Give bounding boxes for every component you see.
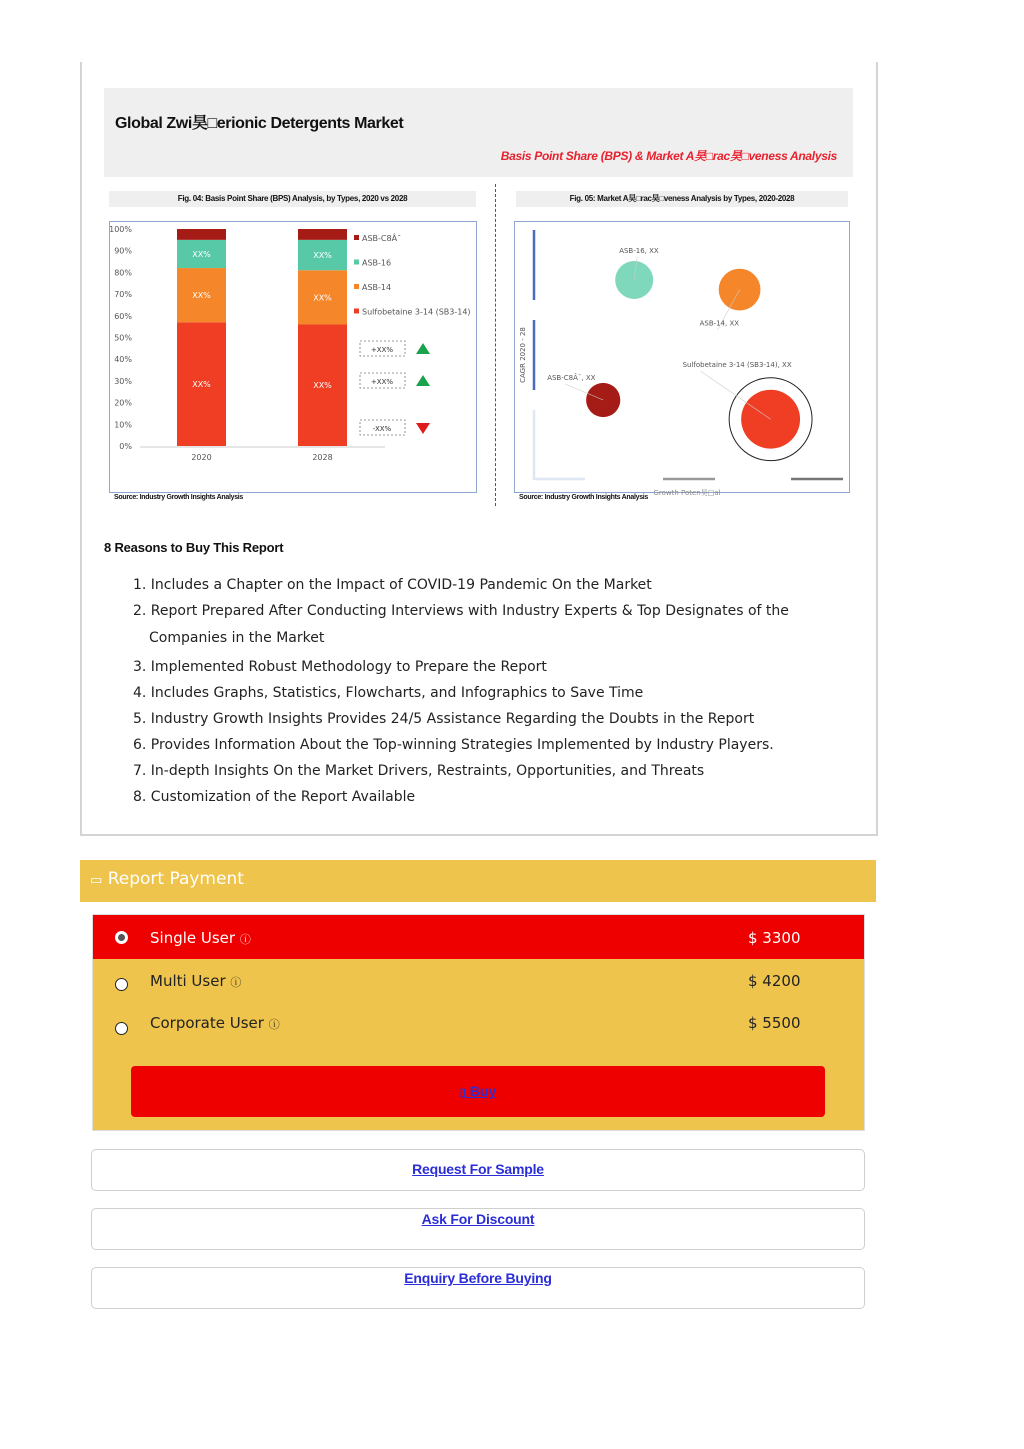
cart-icon: ▯ (459, 1087, 466, 1099)
option-label: Single User ⓘ (150, 929, 251, 947)
reason-item: 7. In-depth Insights On the Market Drivers, Restraints, Opportunities, and Threats (133, 763, 705, 779)
y-tick-label: 20% (114, 398, 132, 408)
bubble (741, 390, 800, 449)
payment-options (92, 914, 865, 1131)
y-axis-label: CAGR 2020 - 28 (519, 327, 527, 383)
legend-label: Sulfobetaine 3-14 (SB3-14) (362, 307, 471, 317)
legend-label: ASB-C8Â¯ (362, 234, 402, 243)
bubble-label: ASB-14, XX (699, 319, 740, 328)
legend-swatch (354, 309, 359, 314)
y-tick-label: 50% (114, 333, 132, 343)
change-label: +XX% (370, 378, 394, 386)
payment-header-label: Report Payment (102, 869, 244, 889)
bar-value-label: XX% (313, 251, 332, 261)
x-tick-label: 2028 (312, 453, 333, 462)
bar-value-label: XX% (313, 381, 332, 391)
y-tick-label: 80% (114, 268, 132, 278)
fig5-caption: Fig. 05: Market A昊□rac昊□veness Analysis by Types, 2020-2028 (516, 191, 848, 207)
change-label: -XX% (372, 425, 392, 433)
source-right: Source: Industry Growth Insights Analysis (519, 494, 649, 501)
legend-swatch (354, 284, 359, 289)
ask-discount-link[interactable]: Ask For Discount (421, 1211, 535, 1227)
y-tick-label: 0% (119, 442, 132, 451)
legend-label: ASB-16 (362, 258, 392, 268)
option-label: Corporate User ⓘ (150, 1014, 280, 1032)
reasons-list (133, 572, 833, 810)
y-tick-label: 30% (114, 376, 132, 386)
reason-item: 6. Provides Information About the Top-winning Strategies Implemented by Industry Players. (133, 737, 774, 753)
y-tick-label: 100% (110, 225, 132, 234)
legend-label: ASB-14 (362, 283, 392, 292)
y-tick-label: 90% (114, 246, 132, 256)
bar-value-label: XX% (192, 380, 211, 390)
up-arrow-icon (416, 375, 430, 386)
bar-value-label: XX% (192, 291, 211, 301)
report-subtitle: Basis Point Share (BPS) & Market A昊□rac昊□veness Analysis (500, 149, 837, 163)
bps-chart-svg (110, 222, 476, 492)
info-icon[interactable]: ⓘ (239, 933, 251, 946)
option-label: Multi User ⓘ (150, 972, 242, 990)
report-title: Global Zwi昊□erionic Detergents Market (115, 115, 404, 132)
buy-button[interactable] (131, 1066, 825, 1117)
legend-swatch (354, 235, 359, 240)
reason-item: 4. Includes Graphs, Statistics, Flowcharts, and Infographics to Save Time (133, 685, 644, 701)
y-tick-label: 70% (114, 290, 132, 300)
reason-item: 2. Report Prepared After Conducting Interviews with Industry Experts & Top Designates of the Companies in the Market (133, 603, 789, 646)
ask-discount-box (91, 1208, 865, 1250)
attractiveness-chart (514, 221, 850, 497)
bubble-label: ASB-16, XX (619, 247, 659, 255)
report-header (104, 88, 853, 177)
bar-value-label: XX% (192, 249, 211, 259)
y-tick-label: 10% (114, 420, 132, 430)
bar-segment (298, 229, 347, 240)
y-tick-label: 60% (114, 311, 132, 321)
bubble-label: Sulfobetaine 3-14 (SB3-14), XX (682, 361, 792, 370)
reason-item: 8. Customization of the Report Available (133, 789, 416, 805)
request-sample-box (91, 1149, 865, 1191)
bar-segment (177, 229, 226, 240)
bps-chart (109, 221, 477, 493)
radio-single-user[interactable] (115, 931, 128, 944)
y-tick-label: 40% (114, 355, 132, 365)
option-price: $ 3300 (748, 929, 801, 947)
radio-corporate-user[interactable] (115, 1022, 128, 1035)
fig4-caption: Fig. 04: Basis Point Share (BPS) Analysis, by Types, 2020 vs 2028 (109, 191, 476, 207)
chart-divider (495, 184, 496, 506)
x-axis-label: Growth Poten昊□al (653, 489, 721, 497)
down-arrow-icon (416, 423, 430, 434)
option-price: $ 5500 (748, 1014, 801, 1032)
payment-header (80, 860, 876, 902)
option-corporate-user[interactable] (93, 1005, 864, 1049)
reason-item: 1. Includes a Chapter on the Impact of COVID-19 Pandemic On the Market (133, 577, 652, 593)
reasons-title: 8 Reasons to Buy This Report (104, 540, 284, 555)
x-tick-label: 2020 (191, 453, 212, 462)
source-left: Source: Industry Growth Insights Analysis (114, 494, 244, 501)
credit-card-icon: ▭ (90, 873, 103, 888)
enquiry-box (91, 1267, 865, 1309)
enquiry-link[interactable]: Enquiry Before Buying (404, 1270, 552, 1286)
option-price: $ 4200 (748, 972, 801, 990)
bubble-label: ASB-C8Â¯, XX (547, 374, 596, 382)
legend-swatch (354, 260, 359, 265)
info-icon[interactable]: ⓘ (268, 1018, 280, 1031)
radio-multi-user[interactable] (115, 978, 128, 991)
buy-link[interactable]: ▯ Buy (459, 1083, 497, 1099)
option-multi-user[interactable] (93, 961, 864, 1005)
attractiveness-chart-svg (515, 222, 849, 502)
reason-item: 3. Implemented Robust Methodology to Prepare the Report (133, 659, 547, 675)
change-label: +XX% (370, 346, 394, 354)
option-single-user[interactable] (93, 915, 864, 959)
request-sample-link[interactable]: Request For Sample (412, 1161, 544, 1177)
up-arrow-icon (416, 343, 430, 354)
bar-value-label: XX% (313, 293, 332, 303)
reason-item: 5. Industry Growth Insights Provides 24/5 Assistance Regarding the Doubts in the Report (133, 711, 755, 727)
info-icon[interactable]: ⓘ (230, 976, 242, 989)
